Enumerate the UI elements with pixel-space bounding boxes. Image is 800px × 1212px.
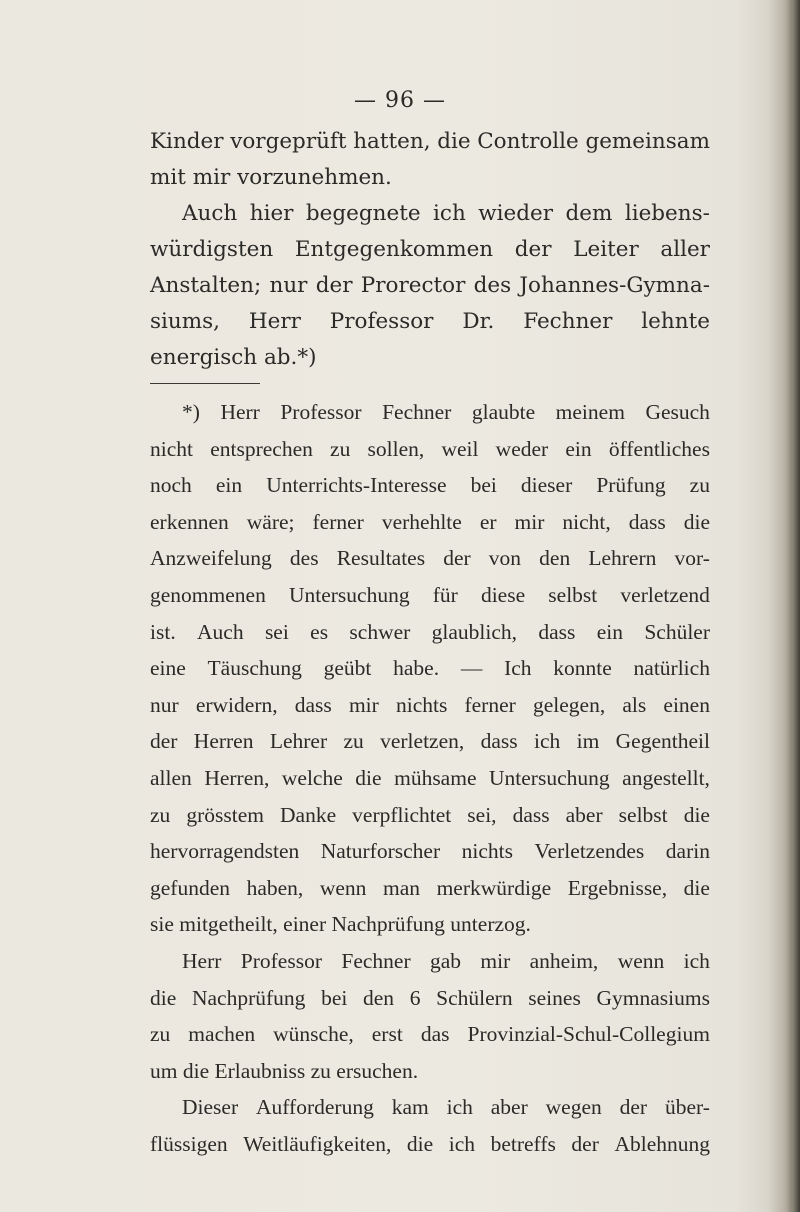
footnote-line: genommenen Untersuchung für diese selbst verletzend: [150, 582, 710, 607]
footnote-line: um die Erlaubniss zu ersuchen.: [150, 1058, 419, 1083]
footnote-line: sie mitgetheilt, einer Nachprüfung unterzog.: [150, 912, 531, 937]
main-text: [150, 124, 710, 376]
footnote-line: zu machen wünsche, erst das Provinzial-Schul-Collegium: [150, 1022, 710, 1047]
text-line: Kinder vorgeprüft hatten, die Controlle gemeinsam: [150, 129, 710, 154]
footnote-divider: [150, 383, 260, 384]
footnote-line: eine Täuschung geübt habe. — Ich konnte natürlich: [150, 656, 710, 681]
footnote-line: die Nachprüfung bei den 6 Schülern seines Gymnasiums: [150, 985, 710, 1010]
page-number: — 96 —: [354, 88, 446, 113]
text-line: Anstalten; nur der Prorector des Johannes-Gymna-: [150, 273, 710, 298]
page-edge-shadow: [788, 0, 800, 1212]
footnote-line: hervorragendsten Naturforscher nichts Verletzendes darin: [150, 839, 710, 864]
footnote-line: nicht entsprechen zu sollen, weil weder ein öffentliches: [150, 436, 710, 461]
footnote-line: der Herren Lehrer zu verletzen, dass ich im Gegentheil: [150, 729, 710, 754]
footnote-line: nur erwidern, dass mir nichts ferner gelegen, als einen: [150, 692, 710, 717]
footnote-line: noch ein Unterrichts-Interesse bei dieser Prüfung zu: [150, 473, 710, 498]
footnote-line: ist. Auch sei es schwer glaublich, dass ein Schüler: [150, 619, 710, 644]
footnote-line: zu grösstem Danke verpflichtet sei, dass aber selbst die: [150, 802, 710, 827]
text-line: mit mir vorzunehmen.: [150, 165, 392, 190]
footnote-line: Dieser Aufforderung kam ich aber wegen der über-: [182, 1095, 710, 1120]
footnote-line: allen Herren, welche die mühsame Untersuchung angestellt,: [150, 765, 710, 790]
footnote-line: gefunden haben, wenn man merkwürdige Ergebnisse, die: [150, 875, 710, 900]
footnote: [150, 394, 710, 1162]
footnote-line: *) Herr Professor Fechner glaubte meinem Gesuch: [182, 400, 710, 424]
footnote-line: erkennen wäre; ferner verhehlte er mir nicht, dass die: [150, 509, 710, 534]
footnote-line: flüssigen Weitläufigkeiten, die ich betreffs der Ablehnung: [150, 1131, 710, 1156]
text-line: Auch hier begegnete ich wieder dem liebens-: [182, 201, 710, 226]
footnote-line: Herr Professor Fechner gab mir anheim, wenn ich: [182, 948, 710, 973]
text-line: siums, Herr Professor Dr. Fechner lehnte: [150, 309, 710, 334]
text-line: würdigsten Entgegenkommen der Leiter aller: [150, 237, 710, 262]
text-line: energisch ab.*): [150, 345, 317, 370]
footnote-line: Anzweifelung des Resultates der von den Lehrern vor-: [150, 546, 710, 571]
